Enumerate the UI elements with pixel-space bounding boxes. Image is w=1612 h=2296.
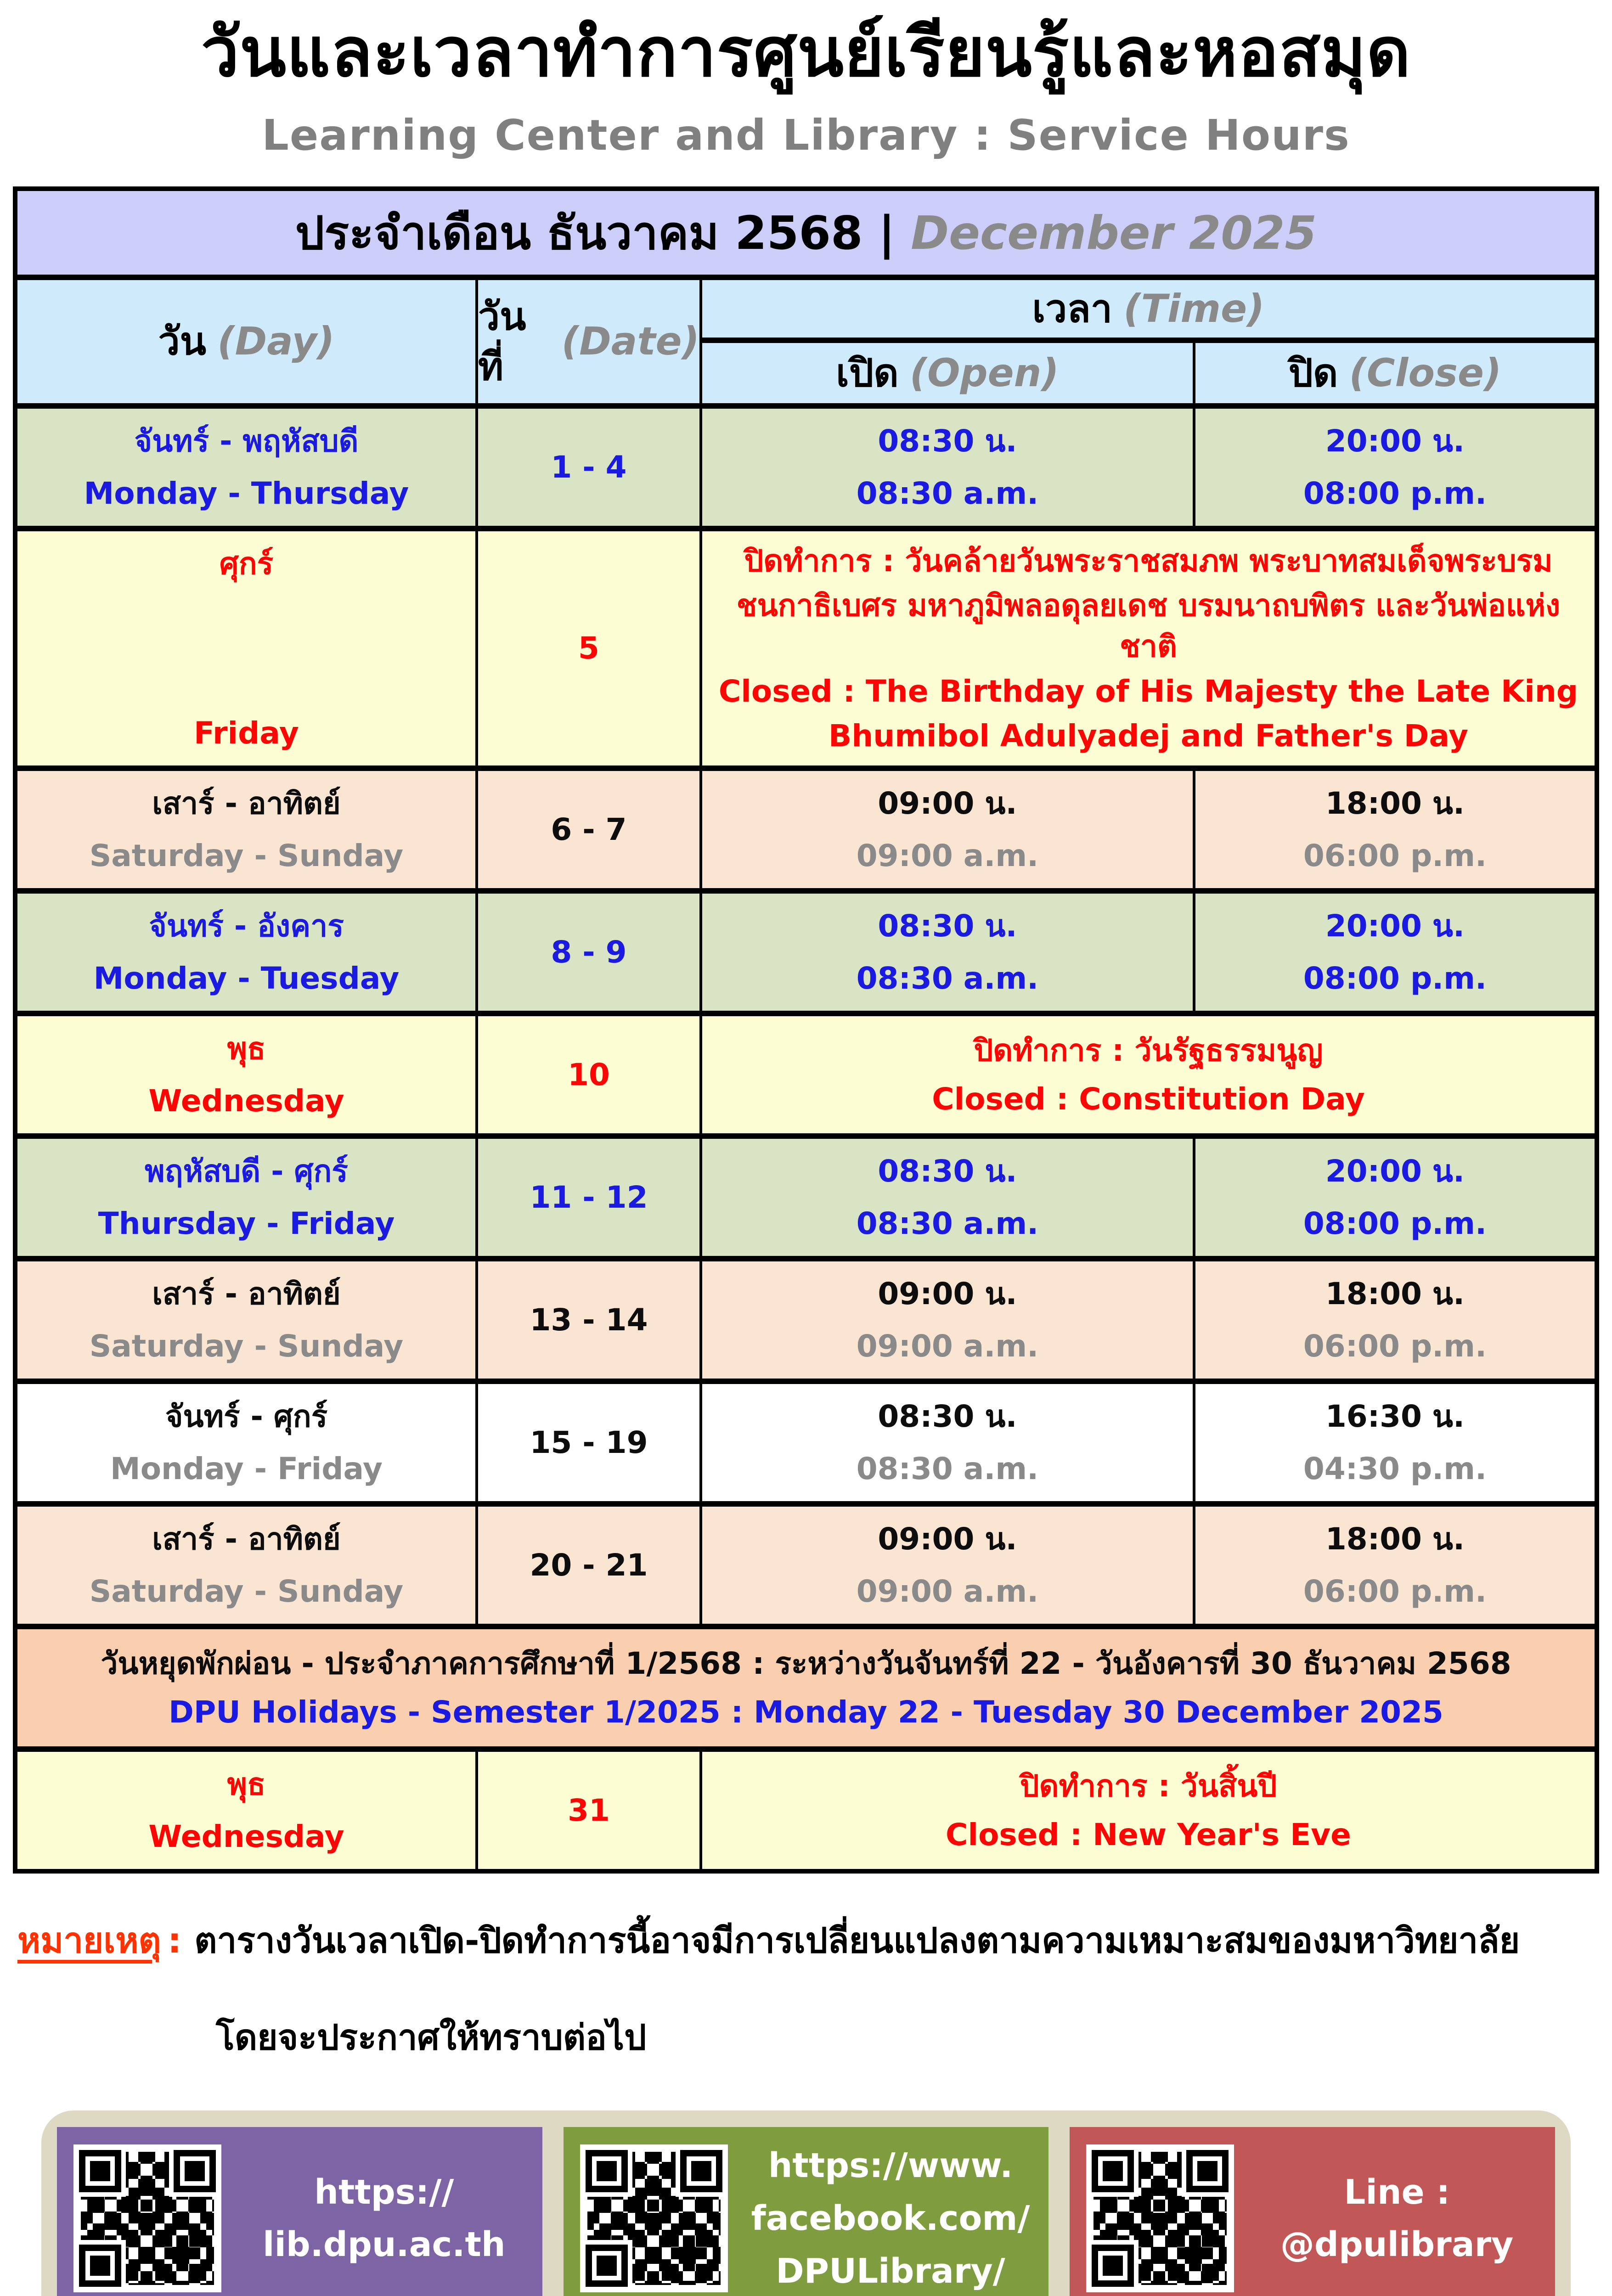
- open-time-english: 09:00 a.m.: [856, 1573, 1039, 1609]
- table-row-friday-closed: [17, 526, 1595, 765]
- qr-panel-text: [1251, 2166, 1543, 2271]
- qr-panel-text: [744, 2139, 1037, 2296]
- day-english: Wednesday: [148, 1083, 344, 1119]
- day-english: Monday - Thursday: [84, 475, 409, 511]
- page-title: วันและเวลาทำการศูนย์เรียนรู้และหอสมุด: [201, 13, 1411, 92]
- qr-finder-icon: [1186, 2150, 1229, 2192]
- closed-message-line: Closed : New Year's Eve: [946, 1817, 1351, 1853]
- holiday-banner-thai: วันหยุดพักผ่อน - ประจำภาคการศึกษาที่ 1/2568 : ระหว่างวันจันทร์ที่ 22 - วันอังคารที่ 30 ธันวาคม 2568: [101, 1646, 1511, 1682]
- close-time-thai: 20:00 น.: [1325, 1154, 1465, 1189]
- page-header: [0, 0, 1612, 160]
- open-time-english: 08:30 a.m.: [856, 1451, 1039, 1486]
- qr-panel-text: [238, 2166, 530, 2271]
- closed-message-cell: [702, 1016, 1595, 1133]
- closed-message-line: ปิดทำการ : วันสิ้นปี: [1020, 1768, 1277, 1804]
- column-header-time: [702, 280, 1595, 343]
- day-cell: [17, 894, 478, 1011]
- day-english: Monday - Tuesday: [93, 960, 400, 996]
- day-thai: พฤหัสบดี - ศุกร์: [145, 1154, 348, 1189]
- date-cell: 31: [478, 1752, 702, 1869]
- close-time-thai: 18:00 น.: [1325, 786, 1465, 821]
- open-time-thai: 09:00 น.: [878, 1521, 1017, 1557]
- column-header-close: [1195, 343, 1595, 403]
- close-time-thai: 20:00 น.: [1325, 423, 1465, 459]
- holiday-banner-cell: [17, 1629, 1595, 1746]
- day-cell: [17, 409, 478, 526]
- day-thai: จันทร์ - พฤหัสบดี: [134, 423, 359, 459]
- open-time-english: 09:00 a.m.: [856, 1328, 1039, 1364]
- open-time-english: 09:00 a.m.: [856, 838, 1039, 873]
- open-time-thai: 08:30 น.: [878, 1399, 1017, 1434]
- date-cell: 10: [478, 1016, 702, 1133]
- day-cell: [17, 1752, 478, 1869]
- day-english: Saturday - Sunday: [89, 1573, 404, 1609]
- open-time-cell: [702, 409, 1195, 526]
- month-header-thai: ประจำเดือน ธันวาคม 2568: [295, 206, 863, 260]
- note-label: หมายเหตุ: [17, 1920, 161, 1961]
- close-time-english: 06:00 p.m.: [1303, 1573, 1487, 1609]
- qr-url-line: facebook.com/: [751, 2198, 1030, 2238]
- header-open-english: (Open): [909, 350, 1059, 395]
- qr-line-label: Line :: [1344, 2172, 1450, 2212]
- column-header-day: [17, 280, 478, 403]
- close-time-english: 06:00 p.m.: [1303, 1328, 1487, 1364]
- qr-finder-icon: [680, 2150, 722, 2192]
- note-colon: :: [167, 1920, 182, 1961]
- qr-finder-icon: [174, 2150, 216, 2192]
- day-english: Saturday - Sunday: [89, 838, 404, 873]
- qr-url-line: lib.dpu.ac.th: [263, 2225, 506, 2265]
- note-text-1: ตารางวันเวลาเปิด-ปิดทำการนี้อาจมีการเปลี่ยนแปลงตามความเหมาะสมของมหาวิทยาลัย: [194, 1920, 1520, 1961]
- table-row-sat-sun: [17, 1501, 1595, 1624]
- day-thai: ศุกร์: [219, 546, 274, 581]
- qr-finder-icon: [586, 2150, 628, 2192]
- header-day-english: (Day): [217, 319, 335, 364]
- close-time-english: 08:00 p.m.: [1303, 1205, 1487, 1241]
- header-date-thai: วันที่: [478, 293, 526, 389]
- day-cell: [17, 1384, 478, 1501]
- table-row-mon-fri: [17, 1379, 1595, 1501]
- closed-message-cell: [702, 531, 1595, 765]
- header-close-thai: ปิด: [1288, 350, 1338, 395]
- date-cell: 6 - 7: [478, 771, 702, 888]
- open-time-thai: 08:30 น.: [878, 908, 1017, 944]
- qr-code-line: [1086, 2144, 1234, 2292]
- table-row-thu-fri: [17, 1133, 1595, 1256]
- close-time-cell: [1195, 1507, 1595, 1624]
- header-date-english: (Date): [561, 319, 699, 364]
- close-time-cell: [1195, 409, 1595, 526]
- date-cell: 1 - 4: [478, 409, 702, 526]
- open-time-thai: 08:30 น.: [878, 423, 1017, 459]
- table-row-sat-sun: [17, 1256, 1595, 1379]
- day-english: Friday: [194, 715, 299, 751]
- open-time-cell: [702, 1261, 1195, 1379]
- note-text-2: โดยจะประกาศให้ทราบต่อไป: [216, 2016, 647, 2058]
- header-time-thai: เวลา: [1032, 286, 1113, 331]
- qr-finder-icon: [586, 2245, 628, 2287]
- day-cell: [17, 1139, 478, 1256]
- open-time-thai: 08:30 น.: [878, 1154, 1017, 1189]
- qr-url-line: https://www.: [768, 2146, 1013, 2186]
- qr-panel-facebook: [564, 2127, 1049, 2296]
- day-english: Monday - Friday: [110, 1451, 383, 1486]
- date-cell: 11 - 12: [478, 1139, 702, 1256]
- day-english: Saturday - Sunday: [89, 1328, 404, 1364]
- day-thai: เสาร์ - อาทิตย์: [152, 786, 341, 821]
- table-row-sat-sun: [17, 765, 1595, 888]
- qr-code-library-website: [73, 2144, 221, 2292]
- open-time-cell: [702, 894, 1195, 1011]
- close-time-cell: [1195, 771, 1595, 888]
- open-time-cell: [702, 771, 1195, 888]
- close-time-cell: [1195, 1384, 1595, 1501]
- close-time-english: 04:30 p.m.: [1303, 1451, 1487, 1486]
- day-cell: [17, 1507, 478, 1624]
- qr-code-facebook: [580, 2144, 728, 2292]
- month-header-english: December 2025: [911, 206, 1317, 260]
- column-header-open: [702, 343, 1195, 403]
- closed-message-line: Closed : Constitution Day: [932, 1081, 1365, 1117]
- date-cell: 5: [478, 531, 702, 765]
- day-thai: เสาร์ - อาทิตย์: [152, 1276, 341, 1311]
- qr-url-line: DPULibrary/: [776, 2251, 1005, 2291]
- qr-line-account: @dpulibrary: [1280, 2225, 1514, 2265]
- table-row-wed-new-years-eve: [17, 1746, 1595, 1869]
- day-thai: จันทร์ - อังคาร: [149, 908, 344, 944]
- table-column-headers: [17, 275, 1595, 403]
- month-header-divider: |: [878, 206, 896, 260]
- close-time-thai: 18:00 น.: [1325, 1276, 1465, 1311]
- page-subtitle: Learning Center and Library : Service Hours: [262, 111, 1350, 160]
- table-row-holiday-banner: [17, 1624, 1595, 1746]
- day-cell: [17, 531, 478, 765]
- close-time-thai: 20:00 น.: [1325, 908, 1465, 944]
- header-time-english: (Time): [1123, 286, 1265, 331]
- open-time-cell: [702, 1384, 1195, 1501]
- qr-finder-icon: [79, 2150, 121, 2192]
- open-time-cell: [702, 1507, 1195, 1624]
- closed-message-line: ปิดทำการ : วันรัฐธรรมนูญ: [974, 1032, 1323, 1068]
- day-english: Wednesday: [148, 1818, 344, 1854]
- close-time-cell: [1195, 894, 1595, 1011]
- table-row-wed-constitution-day: [17, 1011, 1595, 1133]
- closed-message-line: Closed : The Birthday of His Majesty the Late King: [718, 673, 1578, 709]
- closed-message-cell: [702, 1752, 1595, 1869]
- qr-panel-library-website: [57, 2127, 542, 2296]
- closed-message-line: ชนกาธิเบศร มหาภูมิพลอดุลยเดช บรมนาถบพิตร และวันพ่อแห่งชาติ: [736, 588, 1561, 664]
- close-time-english: 08:00 p.m.: [1303, 475, 1487, 511]
- close-time-english: 06:00 p.m.: [1303, 838, 1487, 873]
- date-cell: 8 - 9: [478, 894, 702, 1011]
- header-day-thai: วัน: [158, 319, 207, 364]
- open-time-english: 08:30 a.m.: [856, 1205, 1039, 1241]
- date-cell: 13 - 14: [478, 1261, 702, 1379]
- qr-url-line: https://: [314, 2172, 454, 2212]
- note-section: [17, 1917, 1584, 2061]
- close-time-english: 08:00 p.m.: [1303, 960, 1487, 996]
- table-row-mon-tue: [17, 888, 1595, 1011]
- service-hours-table: [13, 186, 1599, 1874]
- close-time-cell: [1195, 1261, 1595, 1379]
- closed-message-line: ปิดทำการ : วันคล้ายวันพระราชสมภพ พระบาทสมเด็จพระบรม: [744, 543, 1553, 579]
- day-thai: จันทร์ - ศุกร์: [165, 1399, 328, 1434]
- date-cell: 15 - 19: [478, 1384, 702, 1501]
- open-time-english: 08:30 a.m.: [856, 475, 1039, 511]
- open-time-english: 08:30 a.m.: [856, 960, 1039, 996]
- closed-message-line: Bhumibol Adulyadej and Father's Day: [828, 718, 1469, 754]
- day-cell: [17, 1016, 478, 1133]
- day-cell: [17, 771, 478, 888]
- holiday-banner-english: DPU Holidays - Semester 1/2025 : Monday 22 - Tuesday 30 December 2025: [169, 1694, 1443, 1730]
- month-header: [17, 191, 1595, 275]
- day-thai: เสาร์ - อาทิตย์: [152, 1521, 341, 1557]
- day-thai: พุธ: [227, 1031, 266, 1066]
- note-line-1: [17, 1917, 1584, 1964]
- qr-panel-line: [1070, 2127, 1555, 2296]
- table-row-mon-thu: [17, 403, 1595, 526]
- open-time-thai: 09:00 น.: [878, 1276, 1017, 1311]
- day-thai: พุธ: [227, 1767, 266, 1802]
- header-open-thai: เปิด: [836, 350, 899, 395]
- close-time-thai: 18:00 น.: [1325, 1521, 1465, 1557]
- qr-strip: [41, 2110, 1571, 2296]
- day-cell: [17, 1261, 478, 1379]
- date-cell: 20 - 21: [478, 1507, 702, 1624]
- close-time-thai: 16:30 น.: [1325, 1399, 1465, 1434]
- day-english: Thursday - Friday: [98, 1205, 395, 1241]
- open-time-cell: [702, 1139, 1195, 1256]
- open-time-thai: 09:00 น.: [878, 786, 1017, 821]
- qr-finder-icon: [79, 2245, 121, 2287]
- qr-finder-icon: [1092, 2150, 1134, 2192]
- header-close-english: (Close): [1349, 350, 1502, 395]
- column-header-date: [478, 280, 702, 403]
- close-time-cell: [1195, 1139, 1595, 1256]
- qr-finder-icon: [1092, 2245, 1134, 2287]
